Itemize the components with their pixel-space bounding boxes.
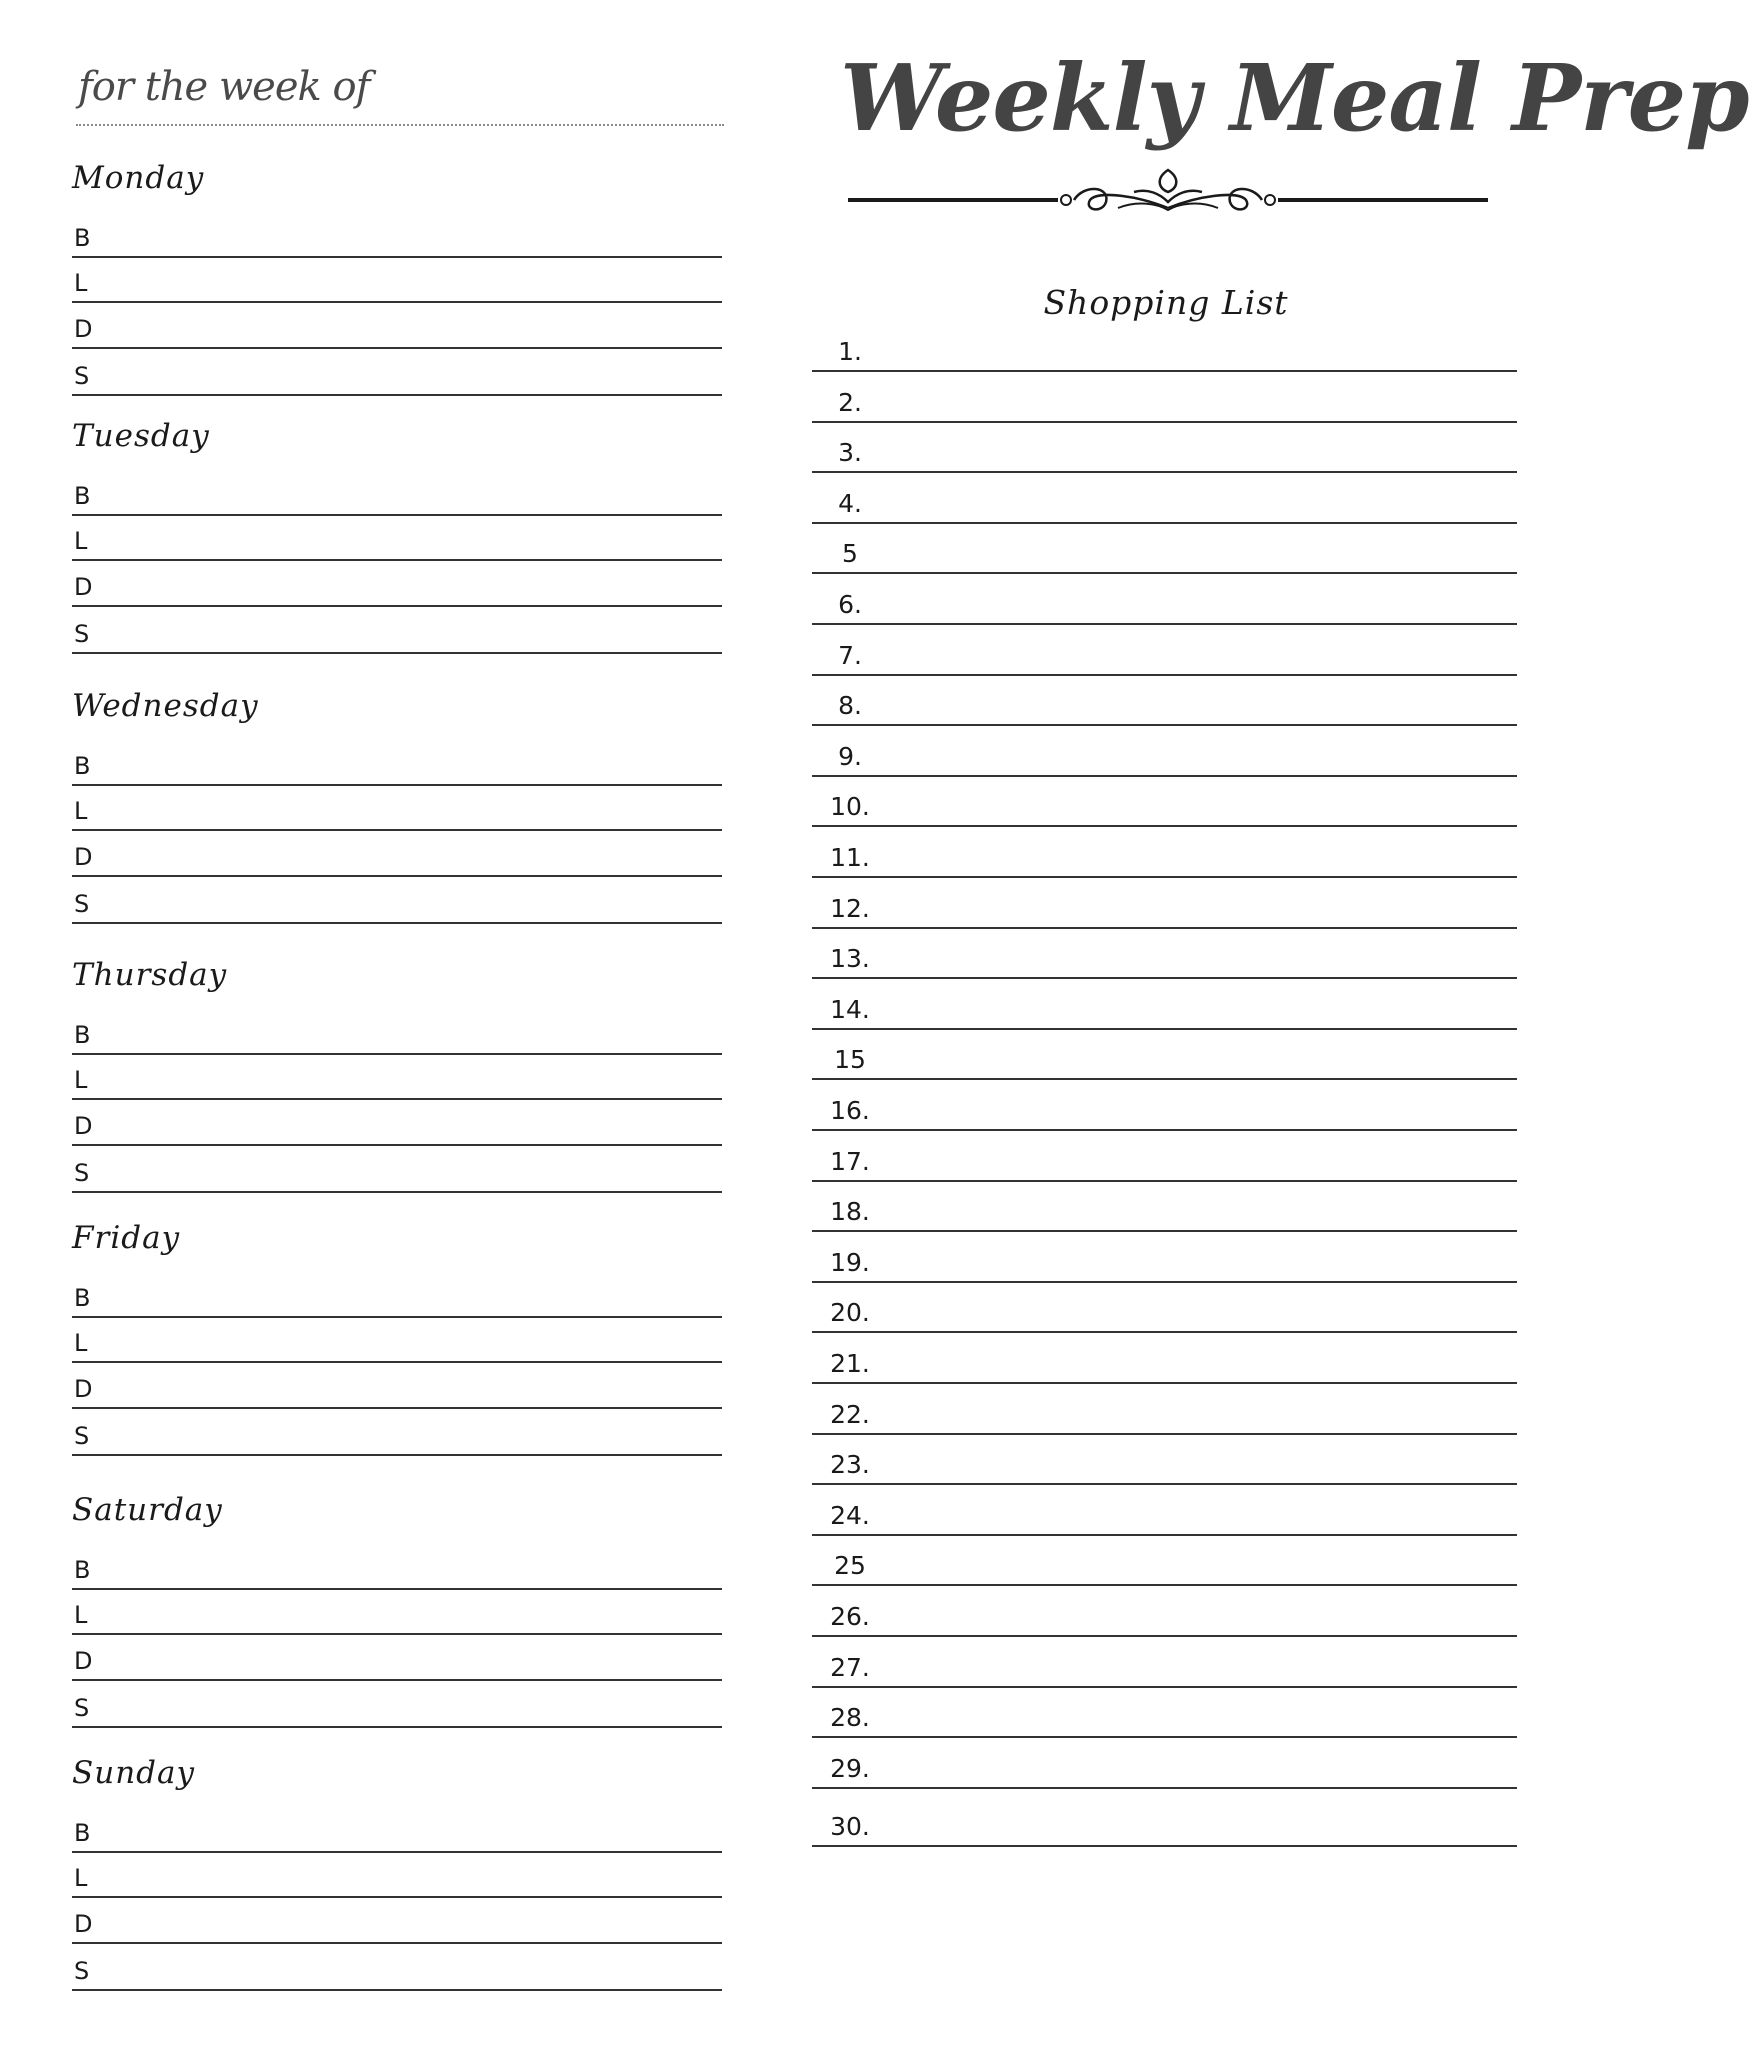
day-section-monday [72,160,722,400]
meal-letter: L [74,1066,88,1094]
meal-letter: S [74,1957,90,1985]
shopping-list-row[interactable] [812,1789,1517,1847]
meal-line[interactable] [72,606,722,654]
meal-letter: B [74,224,91,252]
shopping-list-row[interactable] [812,1385,1517,1435]
shopping-item-number: 27. [830,1652,870,1682]
shopping-item-number: 16. [830,1096,870,1125]
meal-line[interactable] [72,348,722,396]
day-section-wednesday [72,688,722,928]
meal-line[interactable] [72,1805,722,1853]
meal-line[interactable] [72,1052,722,1100]
meal-letter: S [74,1694,90,1722]
meal-letter: S [74,620,90,648]
meal-line[interactable] [72,1007,722,1055]
shopping-item-number: 25 [834,1551,866,1581]
shopping-item-number: 30. [830,1812,870,1842]
shopping-item-number: 10. [830,792,870,822]
shopping-list-row[interactable] [812,676,1517,726]
shopping-item-number: 24. [830,1500,870,1530]
meal-letter: D [74,1910,93,1938]
meal-letter: L [74,527,88,555]
shopping-item-number: 1. [838,337,862,366]
meal-line[interactable] [72,1542,722,1590]
day-section-saturday [72,1492,722,1732]
shopping-list-row[interactable] [812,1587,1517,1637]
daily-meals-column [72,0,722,2056]
day-title: Saturday [72,1492,223,1528]
meal-line[interactable] [72,1315,722,1363]
meal-line[interactable] [72,1361,722,1409]
meal-line[interactable] [72,301,722,349]
shopping-item-number: 5 [842,539,858,569]
meal-letter: L [74,1864,88,1892]
shopping-list-row[interactable] [812,322,1517,372]
shopping-list-row[interactable] [812,1233,1517,1283]
meal-letter: B [74,1021,91,1049]
shopping-list-row[interactable] [812,1334,1517,1384]
meal-line[interactable] [72,1680,722,1728]
meal-line[interactable] [72,210,722,258]
shopping-list-row[interactable] [812,1435,1517,1485]
meal-line[interactable] [72,559,722,607]
shopping-item-number: 28. [830,1703,870,1733]
meal-line[interactable] [72,255,722,303]
shopping-list-row[interactable] [812,777,1517,827]
shopping-list-row[interactable] [812,828,1517,878]
meal-line[interactable] [72,1587,722,1635]
meal-letter: L [74,1329,88,1357]
meal-letter: S [74,890,90,918]
shopping-list-row[interactable] [812,1536,1517,1586]
flourish-divider-icon [848,164,1488,216]
day-section-sunday [72,1755,722,1995]
meal-letter: S [74,1159,90,1187]
page-title: Weekly Meal Prep [840,44,1749,152]
shopping-list-row[interactable] [812,1638,1517,1688]
meal-line[interactable] [72,1850,722,1898]
shopping-item-number: 23. [830,1450,870,1480]
shopping-list-row[interactable] [812,1688,1517,1738]
shopping-list-row[interactable] [812,929,1517,979]
meal-line[interactable] [72,876,722,924]
shopping-item-number: 6. [838,590,862,619]
shopping-list-row[interactable] [812,524,1517,574]
meal-letter: L [74,797,88,825]
shopping-list-row[interactable] [812,727,1517,777]
day-title: Friday [72,1220,181,1256]
shopping-item-number: 13. [830,944,870,974]
shopping-list-row[interactable] [812,1081,1517,1131]
meal-letter: B [74,1556,91,1584]
meal-line[interactable] [72,1896,722,1944]
shopping-list-row[interactable] [812,879,1517,929]
meal-letter: D [74,843,93,871]
meal-line[interactable] [72,1145,722,1193]
meal-line[interactable] [72,1270,722,1318]
shopping-list-row[interactable] [812,1486,1517,1536]
meal-line[interactable] [72,1408,722,1456]
shopping-item-number: 12. [830,893,870,923]
shopping-list-row[interactable] [812,423,1517,473]
shopping-item-number: 29. [830,1753,870,1783]
day-section-thursday [72,957,722,1197]
shopping-list-row[interactable] [812,575,1517,625]
meal-line[interactable] [72,783,722,831]
shopping-item-number: 15 [834,1045,866,1075]
shopping-item-number: 8. [838,691,862,721]
meal-line[interactable] [72,1943,722,1991]
shopping-item-number: 19. [830,1247,870,1277]
shopping-item-number: 7. [838,640,862,670]
meal-line[interactable] [72,738,722,786]
shopping-list-row[interactable] [812,1030,1517,1080]
meal-letter: B [74,752,91,780]
meal-letter: D [74,573,93,601]
day-title: Sunday [72,1755,196,1791]
shopping-list-row[interactable] [812,474,1517,524]
shopping-item-number: 4. [838,488,862,518]
meal-line[interactable] [72,513,722,561]
shopping-list-row[interactable] [812,373,1517,423]
meal-letter: B [74,1284,91,1312]
meal-letter: S [74,362,90,390]
shopping-item-number: 18. [830,1197,870,1227]
meal-letter: B [74,482,91,510]
meal-letter: D [74,315,93,343]
meal-line[interactable] [72,1633,722,1681]
meal-line[interactable] [72,1098,722,1146]
shopping-item-number: 17. [830,1146,870,1176]
meal-letter: S [74,1422,90,1450]
shopping-list-row[interactable] [812,980,1517,1030]
shopping-item-number: 20. [830,1298,870,1328]
shopping-list-row[interactable] [812,1283,1517,1333]
shopping-item-number: 22. [830,1399,870,1429]
meal-letter: L [74,1601,88,1629]
shopping-list-row[interactable] [812,1739,1517,1789]
day-title: Monday [72,160,205,196]
shopping-list-row[interactable] [812,626,1517,676]
day-section-friday [72,1220,722,1460]
day-title: Tuesday [72,418,210,454]
meal-letter: D [74,1647,93,1675]
meal-line[interactable] [72,829,722,877]
meal-letter: D [74,1375,93,1403]
shopping-item-number: 14. [830,994,870,1024]
day-title: Wednesday [72,688,259,724]
meal-letter: B [74,1819,91,1847]
meal-letter: L [74,269,88,297]
day-section-tuesday [72,418,722,658]
shopping-item-number: 3. [838,438,862,468]
shopping-list-row[interactable] [812,1132,1517,1182]
shopping-item-number: 21. [830,1349,870,1378]
day-title: Thursday [72,957,228,993]
shopping-list-row[interactable] [812,1182,1517,1232]
shopping-item-number: 26. [830,1602,870,1631]
week-of-label: for the week of [78,64,370,110]
meal-line[interactable] [72,468,722,516]
shopping-list-title: Shopping List [1043,283,1289,322]
shopping-item-number: 11. [830,843,870,872]
meal-letter: D [74,1112,93,1140]
shopping-item-number: 9. [838,741,862,771]
shopping-item-number: 2. [838,387,862,417]
